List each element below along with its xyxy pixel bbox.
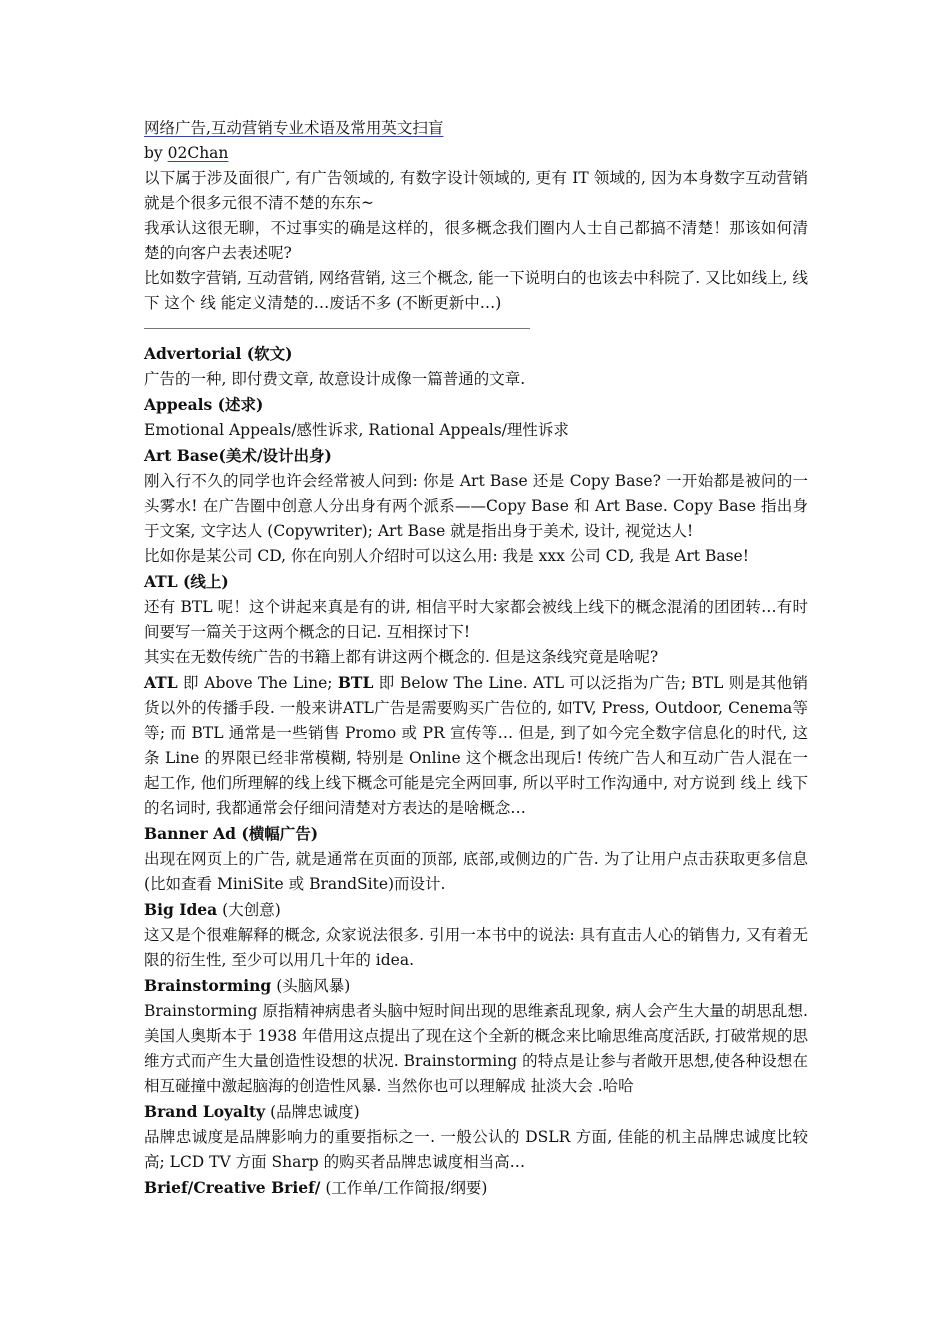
term-name: Brief/Creative Brief/ [144,1178,321,1197]
term-paragraph: 其实在无数传统广告的书籍上都有讲这两个概念的. 但是这条线究竟是啥呢? [144,648,659,666]
term-paragraph: 刚入行不久的同学也许会经常被人问到: 你是 Art Base 还是 Copy Base? 一开始都是被问的一头雾水! 在广告圈中创意人分出身有两个派系——Copy Base 和 Art Base. Copy Base 指出身于文案, 文字达人 (Copywriter); Art Base 就是指出身于美术, 设计, 视觉达人! [144,472,808,540]
term-cn: (线上) [177,572,229,591]
document-page [144,116,808,1201]
term-name: Brand Loyalty [144,1102,266,1121]
term-heading [144,341,808,367]
term-paragraph: Brainstorming 原指精神病患者头脑中短时间出现的思维紊乱现象, 病人会产生大量的胡思乱想. 美国人奥斯本于 1938 年借用这点提出了现在这个全新的概念来比喻思维高度活跃, 打破常规的思维方式而产生大量创造性设想的状况. Brainstorming 的特点是让参与者敞开思想,使各种设想在相互碰撞中激起脑海的创造性风暴. 当然你也可以理解成 扯淡大会 .哈哈 [144,1002,808,1095]
term-paragraph: 出现在网页上的广告, 就是通常在页面的顶部, 底部,或侧边的广告. 为了让用户点击获取更多信息(比如查看 MiniSite 或 BrandSite)而设计. [144,850,808,893]
term-cn: (品牌忠诚度) [265,1103,360,1121]
term-heading [144,392,808,418]
term-cn: (头脑风暴) [271,977,351,995]
title-line [144,116,808,141]
horizontal-divider [144,328,530,329]
term-name: ATL [144,572,178,591]
btl-text: 即 Below The Line. ATL 可以泛指为广告; BTL 则是其他销货以外的传播手段. 一般来讲ATL广告是需要购买广告位的, 如TV, Press, Outdoor, Cenema等等; 而 BTL 通常是一些销售 Promo 或 PR 宣传等… 但是, 到了如今完全数字信息化的时代, 这条 Line 的界限已经非常模糊, 特别是 Online 这个概念出现后! 传统广告人和互动广告人混在一起工作, 他们所理解的线上线下概念可能是完全两回事, 所以平时工作沟通中, 对方说到 线上 线下 的名词时, 我都通常会仔细问清楚对方表达的是啥概念… [144,674,808,817]
term-paragraph: 品牌忠诚度是品牌影响力的重要指标之一. 一般公认的 DSLR 方面, 佳能的机主品牌忠诚度比较高; LCD TV 方面 Sharp 的购买者品牌忠诚度相当高… [144,1128,808,1171]
term-paragraph: 比如你是某公司 CD, 你在向别人介绍时可以这么用: 我是 xxx 公司 CD, 我是 Art Base! [144,547,749,565]
term-cn: (述求) [212,395,264,414]
term-paragraph: 还有 BTL 呢！这个讲起来真是有的讲, 相信平时大家都会被线上线下的概念混淆的团团转…有时间要写一篇关于这两个概念的日记. 互相探讨下! [144,598,808,641]
term-name: Banner Ad [144,824,236,843]
term-cn: (美术/设计出身) [218,446,332,465]
term-cn: (软文) [241,344,293,363]
term-paragraph [144,670,808,821]
term-heading [144,821,808,847]
term-heading [144,1175,808,1201]
author-link[interactable]: 02Chan [167,144,229,162]
term-cn: (大创意) [217,901,281,919]
term-name: Appeals [144,395,213,414]
term-heading [144,443,808,469]
byline-prefix: by [144,144,168,162]
term-paragraph: Emotional Appeals/感性诉求, Rational Appeals/理性诉求 [144,421,569,439]
term-heading [144,897,808,923]
term-name: Brainstorming [144,976,272,995]
term-paragraph: 广告的一种, 即付费文章, 故意设计成像一篇普通的文章. [144,370,526,388]
atl-text: 即 Above The Line; [177,674,338,692]
term-name: Advertorial [144,344,242,363]
document-title[interactable]: 网络广告,互动营销专业术语及常用英文扫盲 [144,119,444,137]
intro-paragraph: 以下属于涉及面很广, 有广告领域的, 有数字设计领域的, 更有 IT 领域的, 因为本身数字互动营销就是个很多元很不清不楚的东东~ [144,169,808,212]
btl-bold: BTL [337,673,374,692]
intro-paragraph: 比如数字营销, 互动营销, 网络营销, 这三个概念, 能一下说明白的也该去中科院了. 又比如线上, 线下 这个 线 能定义清楚的…废话不多 (不断更新中…) [144,269,808,312]
byline [144,141,808,166]
term-heading [144,1099,808,1125]
term-name: Big Idea [144,900,218,919]
term-cn: (横幅广告) [235,824,319,843]
term-cn: (工作单/工作简报/纲要) [320,1179,488,1197]
term-heading [144,569,808,595]
term-heading [144,973,808,999]
intro-paragraph: 我承认这很无聊，不过事实的确是这样的，很多概念我们圈内人士自己都搞不清楚！那该如何清楚的向客户去表述呢? [144,219,808,262]
atl-bold: ATL [144,673,178,692]
term-name: Art Base [144,446,219,465]
term-paragraph: 这又是个很难解释的概念, 众家说法很多. 引用一本书中的说法: 具有直击人心的销售力, 又有着无限的衍生性, 至少可以用几十年的 idea. [144,926,808,969]
